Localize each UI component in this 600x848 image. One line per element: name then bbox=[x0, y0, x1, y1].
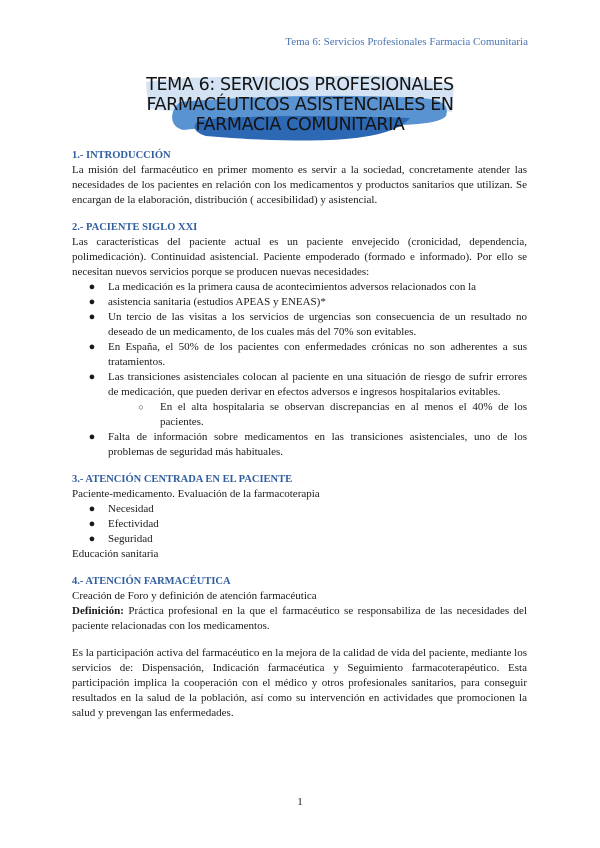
section-heading-atencion-farmaceutica: 4.- ATENCIÓN FARMACÉUTICA bbox=[72, 576, 231, 587]
bullet-icon: ● bbox=[88, 341, 96, 353]
intro-paragraph: La misión del farmacéutico en primer momento es servir a la sociedad, concretamente atender las necesidades de los pacientes en relación con los medicamentos y productos sanitarios que utilizan. Se encargan de la elaboración, distribución ( accesibilidad) y asistencial. bbox=[72, 164, 527, 206]
evaluation-criteria-list bbox=[72, 502, 527, 547]
running-header: Tema 6: Servicios Profesionales Farmacia Comunitaria bbox=[285, 36, 528, 48]
list-item: ● Las transiciones asistenciales colocan al paciente en una situación de riesgo de sufrir errores de medicación, que pueden derivar en efectos adversos e ingresos hospitalarios evitables. bbox=[88, 371, 527, 398]
list-item: ● Seguridad bbox=[88, 533, 153, 545]
patient-centered-closing: Educación sanitaria bbox=[72, 548, 159, 560]
patient-centered-intro: Paciente-medicamento. Evaluación de la farmacoterapia bbox=[72, 488, 320, 500]
bullet-icon: ● bbox=[88, 296, 96, 308]
sub-list-item: ○ En el alta hospitalaria se observan discrepancias en al menos el 40% de los pacientes. bbox=[72, 400, 527, 430]
title-line-3: FARMACIA COMUNITARIA bbox=[195, 115, 405, 135]
title-banner bbox=[140, 72, 460, 142]
list-item: ● Falta de información sobre medicamentos en las transiciones asistenciales, uno de los problemas de seguridad más habituales. bbox=[88, 431, 527, 458]
definition-text: Práctica profesional en la que el farmacéutico se responsabiliza de las necesidades del paciente relacionadas con los medicamentos. bbox=[72, 605, 527, 632]
definition-paragraph bbox=[72, 604, 527, 634]
list-item: ● En España, el 50% de los pacientes con enfermedades crónicas no son adherentes a sus tratamientos. bbox=[88, 341, 527, 368]
document-title bbox=[140, 75, 460, 135]
list-item: ● Un tercio de las visitas a los servicios de urgencias son consecuencia de un resultado no deseado de un medicamento, de los cuales más del 70% son evitables. bbox=[88, 311, 527, 338]
definition-label: Definición: bbox=[72, 605, 124, 617]
bullet-icon: ● bbox=[88, 503, 96, 515]
patient-needs-list bbox=[72, 280, 527, 460]
title-line-1: TEMA 6: SERVICIOS PROFESIONALES bbox=[146, 75, 454, 95]
page-number: 1 bbox=[297, 796, 303, 808]
title-line-2: FARMACÉUTICOS ASISTENCIALES EN bbox=[146, 95, 454, 115]
list-item: ● Necesidad bbox=[88, 503, 154, 515]
list-item: ● La medicación es la primera causa de acontecimientos adversos relacionados con la bbox=[88, 281, 477, 293]
bullet-icon: ● bbox=[88, 371, 96, 383]
patient-paragraph: Las características del paciente actual es un paciente envejecido (cronicidad, dependencia, polimedicación). Continuidad asistencial. Paciente empoderado (formado e informado). Por ello se necesitan nuevos servicios porque se producen nuevas necesidades: bbox=[72, 236, 527, 278]
page-content bbox=[72, 148, 527, 721]
bullet-icon: ● bbox=[88, 431, 96, 443]
bullet-icon: ● bbox=[88, 533, 96, 545]
list-item: ● Efectividad bbox=[88, 518, 159, 530]
bullet-icon: ● bbox=[88, 281, 96, 293]
list-item: ● asistencia sanitaria (estudios APEAS y ENEAS)* bbox=[88, 296, 326, 308]
pharmaceutical-care-paragraph: Es la participación activa del farmacéutico en la mejora de la calidad de vida del paciente, mediante los servicios de: Dispensación, Indicación farmacéutica y Seguimiento farmacoterapéutico. Esta participación implica la cooperación con el médico y otros profesionales sanitarios, para conseguir resultados en la salud de la población, así como su intervención en actividades que promocionen la salud y prevengan las enfermedades. bbox=[72, 647, 527, 719]
section-heading-paciente: 2.- PACIENTE SIGLO XXI bbox=[72, 222, 198, 233]
bullet-icon: ● bbox=[88, 518, 96, 530]
section-heading-atencion-centrada: 3.- ATENCIÓN CENTRADA EN EL PACIENTE bbox=[72, 474, 293, 485]
pharmaceutical-care-intro: Creación de Foro y definición de atención farmacéutica bbox=[72, 590, 317, 602]
bullet-icon: ● bbox=[88, 311, 96, 323]
hollow-bullet-icon: ○ bbox=[138, 402, 144, 412]
section-heading-introduccion: 1.- INTRODUCCIÓN bbox=[72, 150, 171, 161]
